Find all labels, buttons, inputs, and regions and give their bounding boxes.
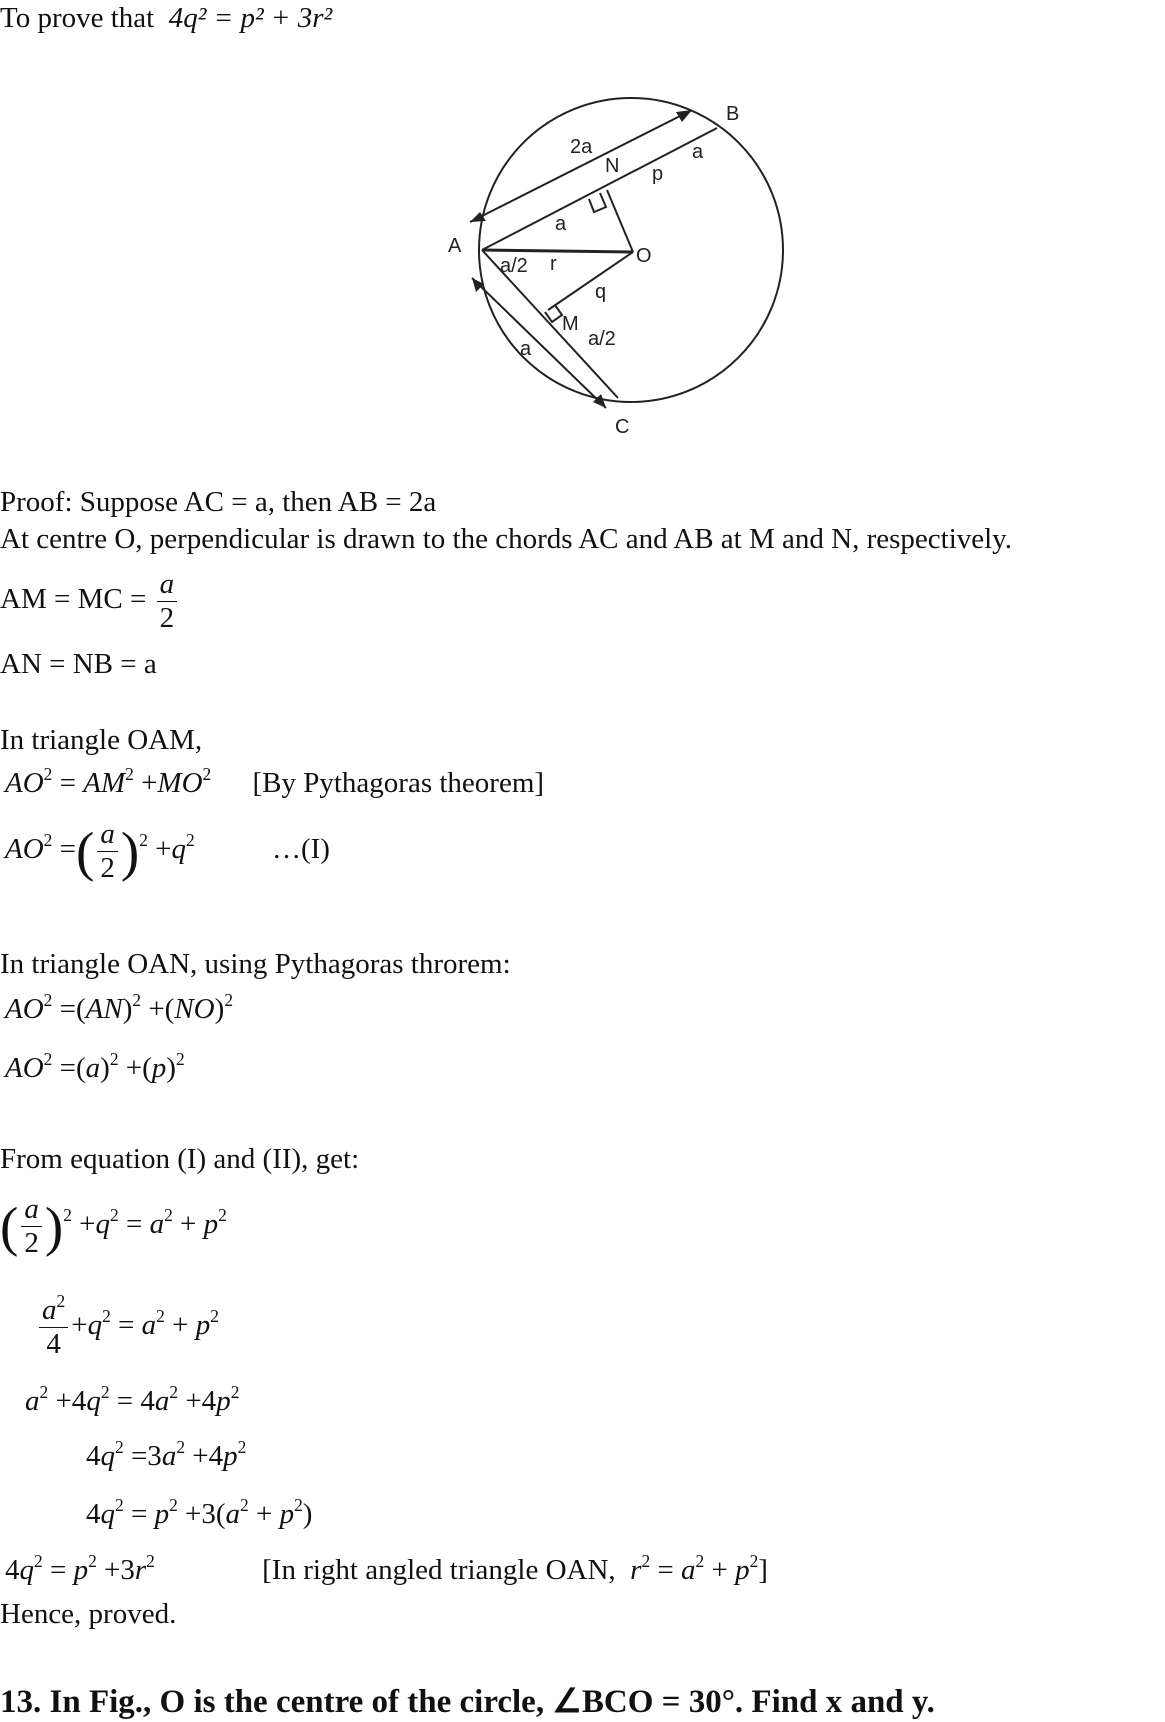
eq-ao-am-mo: $AO^2 = AM^2 +MO^2$ [By Pythagoras theorem] — [5, 763, 545, 799]
an-nb-line: AN = NB = a — [0, 648, 157, 680]
on-perp — [607, 190, 633, 252]
eq-quarter: $\frac{a^2}{4}$ $+q^2 = a^2 + p^2$ — [36, 1296, 219, 1359]
frac-num: a — [157, 570, 178, 602]
chord-ab — [482, 128, 717, 250]
eq-step3: $a^2 +4q^2 = 4a^2 +4p^2$ — [25, 1381, 240, 1417]
arrowhead — [676, 110, 692, 122]
eq-final: $4q^2 = p^2 +3r^2$ [In right angled triangle OAN, $r^2 = a^2 + p^2$] — [5, 1550, 768, 1586]
eq-2: $AO^2 =(a)^2 +(p)^2$ — [5, 1048, 185, 1084]
label-2a: 2a — [570, 136, 593, 158]
tri-oam-line: In triangle OAM, — [0, 724, 203, 756]
pyth-note: [By Pythagoras theorem] — [252, 767, 545, 799]
prove-label: To prove that — [0, 2, 155, 34]
eq-combined: ( $\frac{a}{2}$ )$^2 +q^2 = a^2 + p^2$ — [0, 1193, 227, 1259]
om-perp — [548, 252, 633, 310]
radius-ao — [482, 250, 633, 252]
label-a-an: a — [555, 213, 567, 235]
eq-1: $AO^2$ =( $\frac{a}{2}$ )$^2 +q^2$ …(I) — [5, 818, 330, 884]
label-a2: a/2 — [500, 255, 528, 277]
eq-step4: $4q^2 =3a^2 +4p^2$ — [86, 1436, 247, 1472]
frac-den: 2 — [159, 602, 175, 634]
hence-line: Hence, proved. — [0, 1598, 177, 1630]
label-q: q — [595, 281, 607, 303]
am-mc-line — [0, 570, 180, 633]
label-a2-mc: a/2 — [588, 328, 616, 350]
label-a: A — [448, 235, 462, 257]
am-mc-label: AM = MC = — [0, 583, 147, 616]
right-angle-n — [589, 193, 606, 212]
label-n: N — [605, 155, 620, 177]
label-a-ac: a — [520, 338, 532, 360]
right-angle-m — [545, 305, 562, 322]
label-c: C — [615, 416, 630, 438]
label-o: O — [636, 245, 652, 267]
eq-step5: $4q^2 = p^2 +3(a^2 + p^2)$ — [86, 1494, 313, 1530]
prove-equation: 4q² = p² + 3r² — [168, 2, 333, 34]
perp-line: At centre O, perpendicular is drawn to the chords AC and AB at M and N, respectively. — [0, 523, 1013, 555]
eq1-label: …(I) — [271, 833, 330, 866]
label-a-nb: a — [692, 141, 704, 163]
tri-oan-line: In triangle OAN, using Pythagoras throrem: — [0, 948, 511, 980]
arrow-a — [472, 278, 606, 408]
question-13-heading: 13. In Fig., O is the centre of the circle, ∠BCO = 30°. Find x and y. — [0, 1684, 935, 1720]
proof-line: Proof: Suppose AC = a, then AB = 2a — [0, 486, 437, 518]
right-note: [In right angled triangle OAN, — [262, 1554, 616, 1586]
prove-statement — [0, 4, 332, 33]
frac-den-4: 4 — [46, 1328, 61, 1360]
label-p: p — [652, 163, 664, 185]
label-r: r — [550, 253, 557, 275]
eq-ao-an-no: $AO^2 =(AN)^2 +(NO)^2$ — [5, 989, 234, 1025]
label-m: M — [562, 313, 579, 335]
label-b: B — [726, 103, 740, 125]
circle-diagram — [440, 80, 820, 450]
from-eq-line: From equation (I) and (II), get: — [0, 1143, 360, 1175]
